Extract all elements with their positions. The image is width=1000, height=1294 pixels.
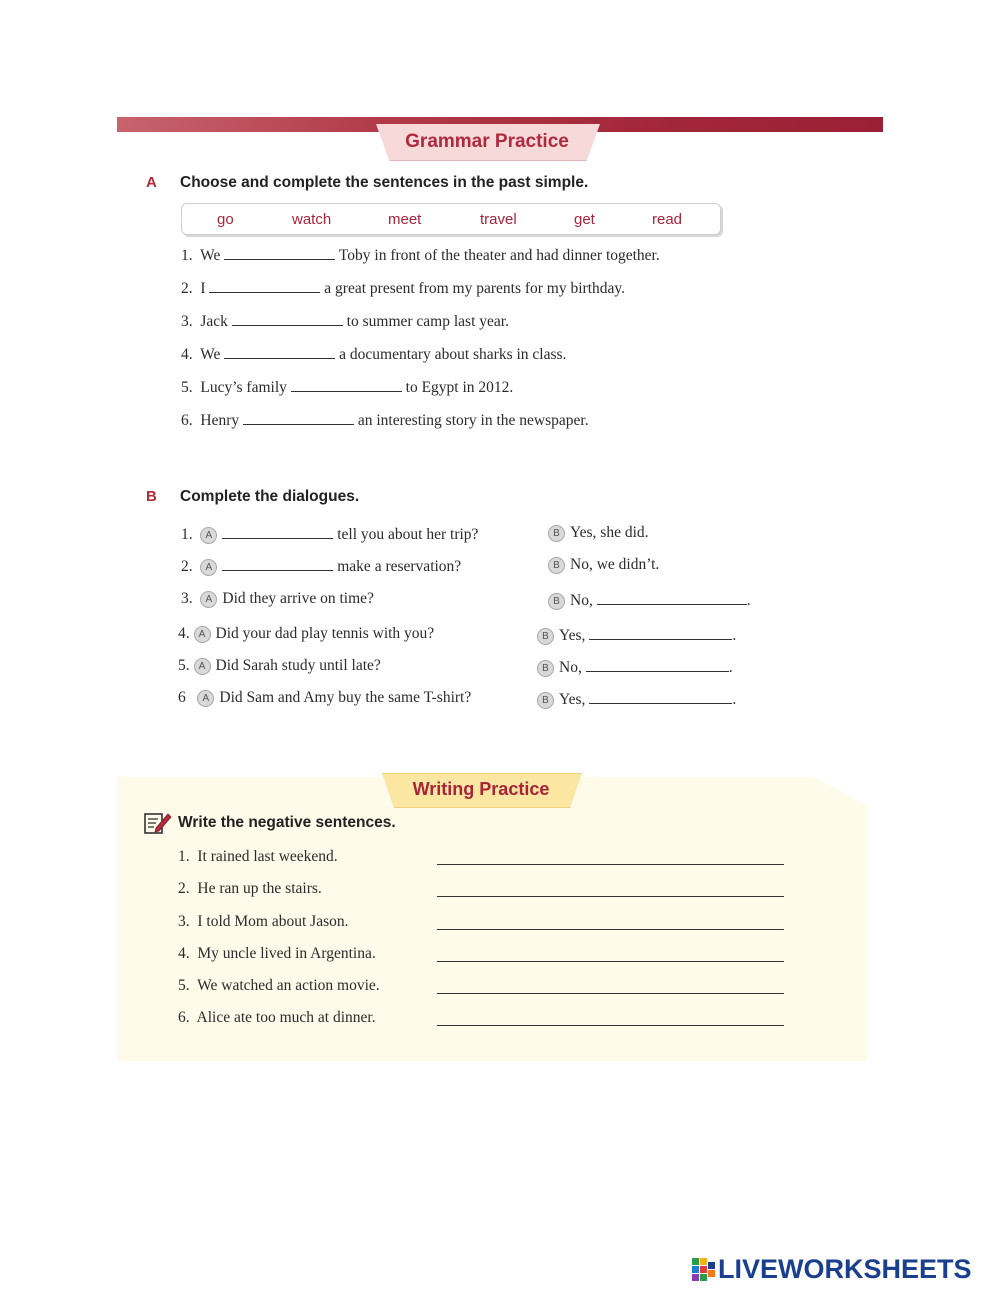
section-a-item: 5. Lucy’s family to Egypt in 2012. [181,379,514,396]
dialogue-answer: B Yes, . [537,625,736,645]
dialogue-question: 4. A Did your dad play tennis with you? [178,625,435,642]
writing-item: 3. I told Mom about Jason. [178,913,349,930]
section-a-item: 2. I a great present from my parents for my birthday. [181,280,626,297]
section-a-item: 4. We a documentary about sharks in class. [181,346,567,363]
answer-blank[interactable] [589,625,732,640]
dialogue-question: 2. A make a reservation? [181,558,462,575]
word-bank-word: read [652,211,683,228]
word-bank-word: meet [388,211,422,228]
section-a-letter: A [146,174,157,191]
dialogue-question: 1. A tell you about her trip? [181,526,479,543]
answer-blank[interactable] [209,278,320,293]
dialogue-answer: B Yes, . [537,689,736,709]
speaker-b-icon: B [548,557,565,574]
writing-item: 2. He ran up the stairs. [178,880,322,897]
section-a-item: 3. Jack to summer camp last year. [181,313,509,330]
speaker-a-icon: A [194,626,211,643]
liveworksheets-logo-icon [692,1258,716,1282]
word-bank-word: travel [480,211,517,228]
word-bank-word: go [217,211,234,228]
answer-blank[interactable] [222,524,333,539]
section-b-letter: B [146,488,157,505]
speaker-b-icon: B [537,692,554,709]
answer-blank[interactable] [224,344,335,359]
section-a-instruction: Choose and complete the sentences in the past simple. [180,174,589,191]
writing-practice-title: Writing Practice [412,779,550,799]
speaker-a-icon: A [200,591,217,608]
speaker-a-icon: A [200,559,217,576]
writing-item: 1. It rained last weekend. [178,848,338,865]
answer-blank[interactable] [586,657,729,672]
word-bank-word: get [574,211,595,228]
speaker-a-icon: A [197,690,214,707]
answer-blank[interactable] [291,377,402,392]
answer-blank[interactable] [222,556,333,571]
writing-item: 6. Alice ate too much at dinner. [178,1009,376,1026]
answer-blank[interactable] [589,689,732,704]
grammar-practice-title: Grammar Practice [405,131,569,152]
speaker-b-icon: B [548,525,565,542]
writing-item: 5. We watched an action movie. [178,977,380,994]
dialogue-question: 5. A Did Sarah study until late? [178,657,381,674]
answer-line[interactable] [437,1025,784,1026]
dialogue-answer: B No, . [548,590,751,610]
dialogue-answer: B No, . [537,657,733,677]
writing-item: 4. My uncle lived in Argentina. [178,945,376,962]
section-a-item: 1. We Toby in front of the theater and had dinner together. [181,247,660,264]
dialogue-answer: B Yes, she did. [548,524,649,542]
speaker-a-icon: A [194,658,211,675]
speaker-a-icon: A [200,527,217,544]
dialogue-question: 3. A Did they arrive on time? [181,590,374,607]
answer-line[interactable] [437,929,784,930]
answer-blank[interactable] [243,410,354,425]
dialogue-question: 6 A Did Sam and Amy buy the same T-shirt? [178,689,472,706]
liveworksheets-logo: LIVEWORKSHEETS [718,1254,972,1284]
word-bank [181,203,721,235]
dialogue-answer: B No, we didn’t. [548,556,659,574]
word-bank-word: watch [292,211,332,228]
answer-blank[interactable] [232,311,343,326]
speaker-b-icon: B [537,660,554,677]
answer-line[interactable] [437,864,784,865]
answer-line[interactable] [437,961,784,962]
speaker-b-icon: B [537,628,554,645]
section-a-item: 6. Henry an interesting story in the newspaper. [181,412,589,429]
pencil-note-icon [144,811,172,835]
answer-line[interactable] [437,993,784,994]
answer-blank[interactable] [597,590,747,605]
speaker-b-icon: B [548,593,565,610]
answer-line[interactable] [437,896,784,897]
writing-instruction: Write the negative sentences. [178,814,396,831]
answer-blank[interactable] [224,245,335,260]
section-b-instruction: Complete the dialogues. [180,488,360,505]
